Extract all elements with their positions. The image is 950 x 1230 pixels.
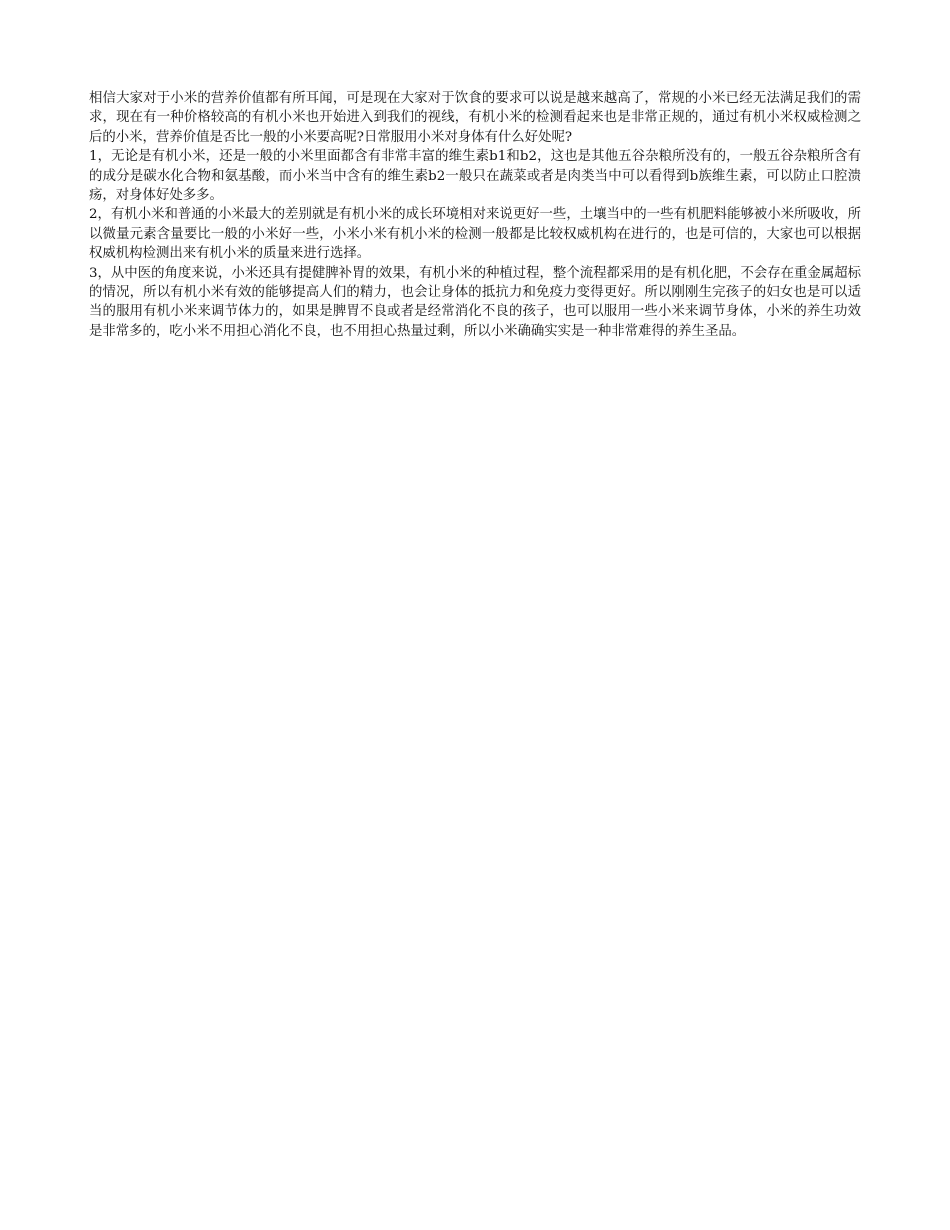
point-1-paragraph: 1，无论是有机小米，还是一般的小米里面都含有非常丰富的维生素b1和b2，这也是其他五谷杂粮所没有的，一般五谷杂粮所含有的成分是碳水化合物和氨基酸，而小米当中含有的维生素b2一般只在蔬菜或者是肉类当中可以看得到b族维生素，可以防止口腔溃疡，对身体好处多多。	[89, 149, 861, 204]
point-2-paragraph: 2，有机小米和普通的小米最大的差别就是有机小米的成长环境相对来说更好一些，土壤当中的一些有机肥料能够被小米所吸收，所以微量元素含量要比一般的小米好一些，小米小米有机小米的检测一般都是比较权威机构在进行的，也是可信的，大家也可以根据权威机构检测出来有机小米的质量来进行选择。	[89, 207, 861, 262]
document-page	[89, 89, 861, 341]
point-3-paragraph: 3，从中医的角度来说，小米还具有提健脾补胃的效果，有机小米的种植过程，整个流程都采用的是有机化肥，不会存在重金属超标的情况，所以有机小米有效的能够提高人们的精力，也会让身体的抵抗力和免疫力变得更好。所以刚刚生完孩子的妇女也是可以适当的服用有机小米来调节体力的，如果是脾胃不良或者是经常消化不良的孩子，也可以服用一些小米来调节身体，小米的养生功效是非常多的，吃小米不用担心消化不良，也不用担心热量过剩，所以小米确确实实是一种非常难得的养生圣品。	[89, 265, 861, 339]
intro-paragraph: 相信大家对于小米的营养价值都有所耳闻，可是现在大家对于饮食的要求可以说是越来越高了，常规的小米已经无法满足我们的需求，现在有一种价格较高的有机小米也开始进入到我们的视线，有机小米的检测看起来也是非常正规的，通过有机小米权威检测之后的小米，营养价值是否比一般的小米要高呢?日常服用小米对身体有什么好处呢?	[89, 91, 861, 145]
